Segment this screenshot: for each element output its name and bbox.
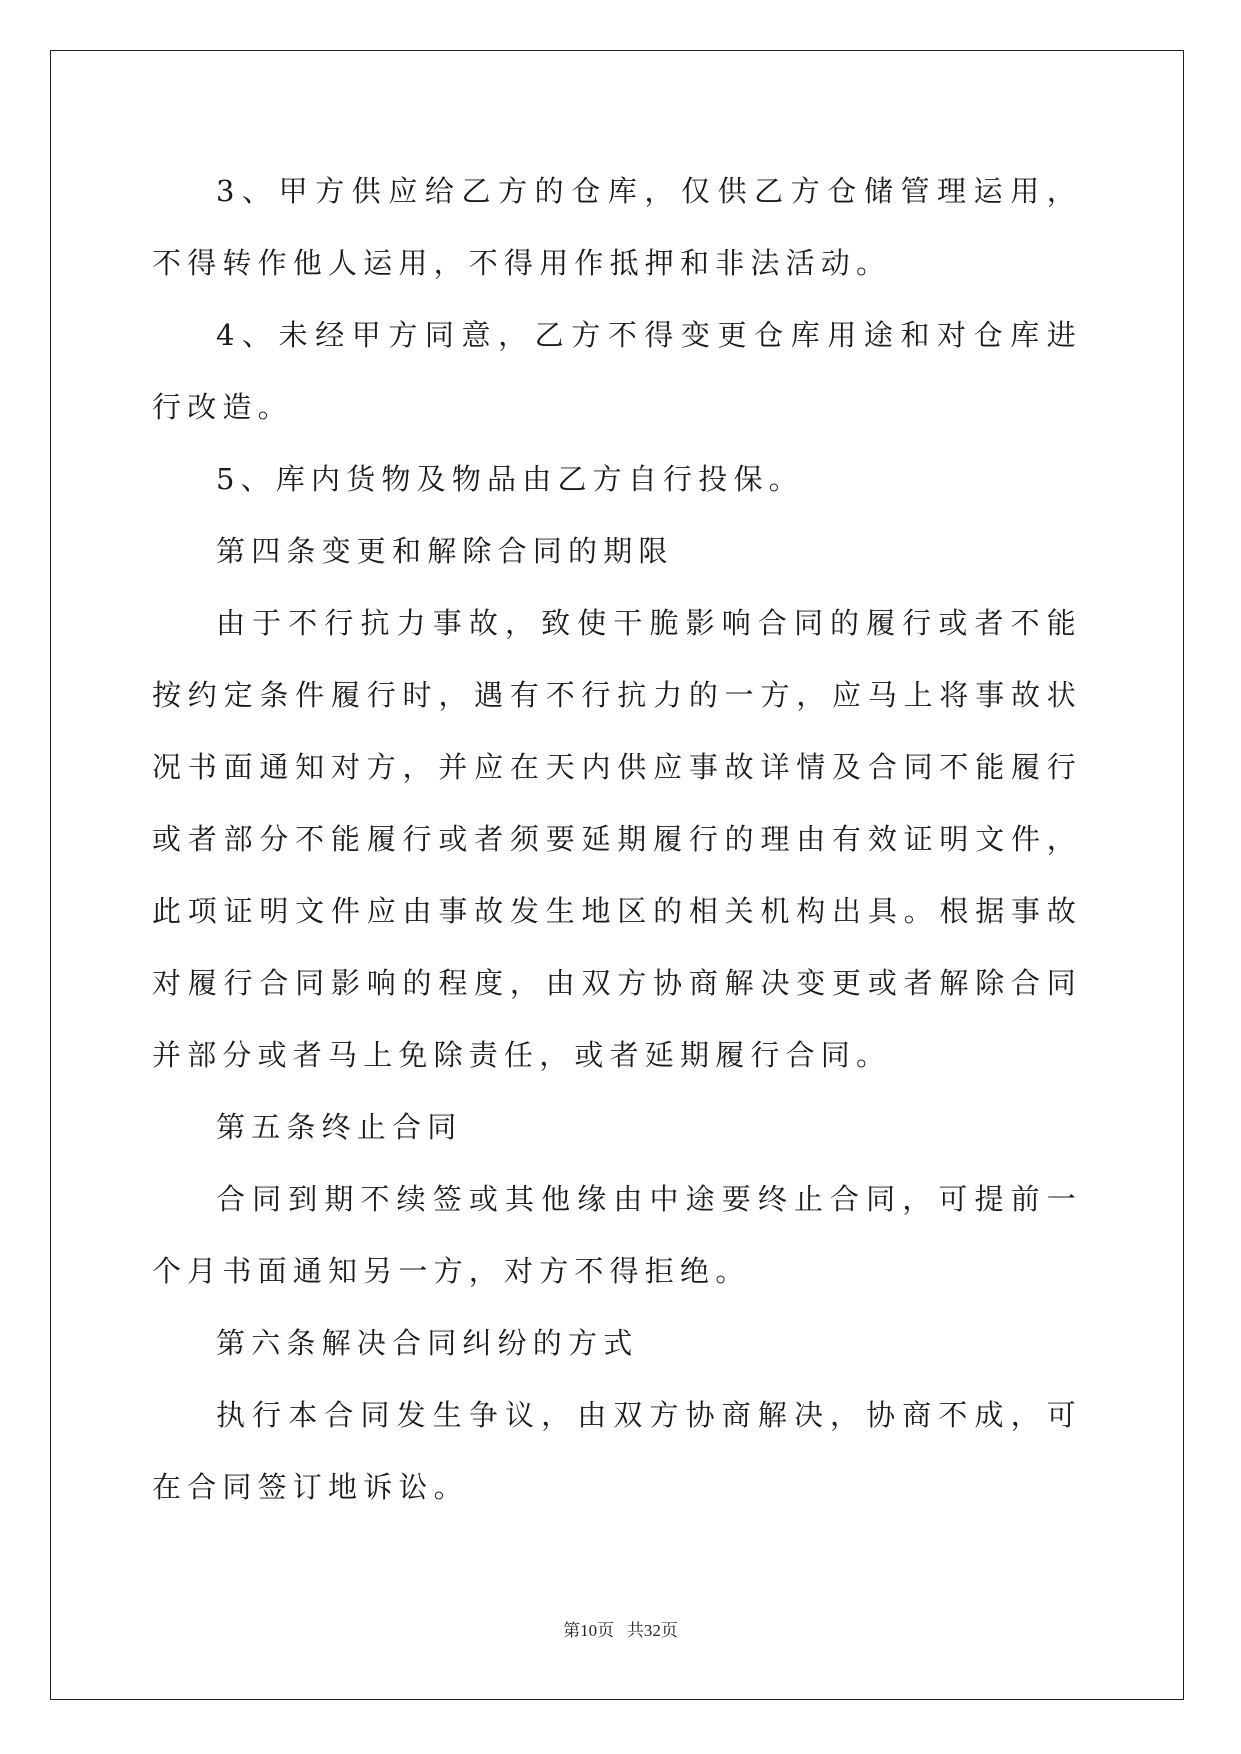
- document-body: [152, 155, 1082, 1523]
- paragraph-clause-5: 5、库内货物及物品由乙方自行投保。: [216, 462, 804, 496]
- paragraph-clause-3: 3、甲方供应给乙方的仓库，仅供乙方仓储管理运用，不得转作他人运用，不得用作抵押和非法活动。: [152, 174, 1082, 280]
- total-pages-indicator: 共32页: [626, 1621, 678, 1640]
- current-page-indicator: 第10页: [563, 1621, 615, 1640]
- section-heading-article-6: 第六条解决合同纠纷的方式: [216, 1326, 639, 1360]
- section-heading-article-5: 第五条终止合同: [216, 1110, 463, 1144]
- section-heading-article-4: 第四条变更和解除合同的期限: [216, 534, 674, 568]
- paragraph-termination: 合同到期不续签或其他缘由中途要终止合同，可提前一个月书面通知另一方，对方不得拒绝。: [152, 1182, 1082, 1288]
- paragraph-clause-4: 4、未经甲方同意，乙方不得变更仓库用途和对仓库进行改造。: [152, 318, 1082, 424]
- page-footer: [0, 1616, 1241, 1641]
- paragraph-force-majeure: 由于不行抗力事故，致使干脆影响合同的履行或者不能按约定条件履行时，遇有不行抗力的一方，应马上将事故状况书面通知对方，并应在天内供应事故详情及合同不能履行或者部分不能履行或者须要延期履行的理由有效证明文件，此项证明文件应由事故发生地区的相关机构出具。根据事故对履行合同影响的程度，由双方协商解决变更或者解除合同并部分或者马上免除责任，或者延期履行合同。: [152, 606, 1082, 1072]
- paragraph-dispute-resolution: 执行本合同发生争议，由双方协商解决，协商不成，可在合同签订地诉讼。: [152, 1398, 1082, 1504]
